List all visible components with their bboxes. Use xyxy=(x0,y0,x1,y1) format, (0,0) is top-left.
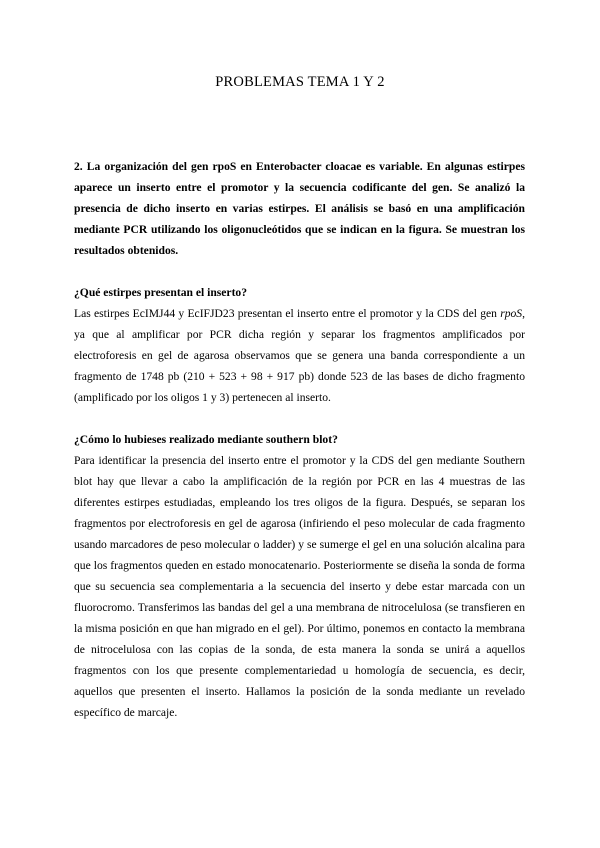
answer-1 xyxy=(74,303,525,408)
document-title: PROBLEMAS TEMA 1 Y 2 xyxy=(215,74,385,90)
answer-1-part-a: Las estirpes EcIMJ44 y EcIFJD23 presentan el inserto entre el promotor y la CDS del gen xyxy=(74,307,501,320)
question-2: ¿Cómo lo hubieses realizado mediante southern blot? xyxy=(74,433,338,446)
answer-1-part-b: , ya que al amplificar por PCR dicha región y separar los fragmentos amplificados por electroforesis en gel de agarosa observamos que se genera una banda correspondiente a un fragmento de 1748 pb (210 + 523 + 98 + 917 pb) donde 523 de las bases de dicho fragmento (amplificado por los oligos 1 y 3) pertenecen al inserto. xyxy=(74,307,525,404)
question-1: ¿Qué estirpes presentan el inserto? xyxy=(74,286,248,299)
answer-2: Para identificar la presencia del inserto entre el promotor y la CDS del gen mediante Southern blot hay que llevar a cabo la amplificación de la región por PCR en las 4 muestras de las diferentes estirpes estudiadas, empleando los tres oligos de la figura. Después, se separan los fragmentos por electroforesis en gel de agarosa (infiriendo el peso molecular de cada fragmento usando marcadores de peso molecular o ladder) y se sumerge el gel en una solución alcalina para que los fragmentos queden en estado monocatenario. Posteriormente se diseña la sonda de forma que su secuencia sea complementaria a la secuencia del inserto y debe estar marcada con un fluorocromo. Transferimos las bandas del gel a una membrana de nitrocelulosa (se transfieren en la misma posición en que han migrado en el gel). Por último, ponemos en contacto la membrana de nitrocelulosa con las copias de la sonda, de esta manera la sonda se unirá a aquellos fragmentos con los que presente complementariedad u homología de secuencia, es decir, aquellos que presenten el inserto. Hallamos la posición de la sonda mediante un revelado específico de marcaje. xyxy=(74,454,525,719)
answer-1-gene-name: rpoS xyxy=(500,307,523,320)
problem-statement: 2. La organización del gen rpoS en Enterobacter cloacae es variable. En algunas estirpes aparece un inserto entre el promotor y la secuencia codificante del gen. Se analizó la presencia de dicho inserto en varias estirpes. El análisis se basó en una amplificación mediante PCR utilizando los oligonucleótidos que se indican en la figura. Se muestran los resultados obtenidos. xyxy=(74,160,525,257)
